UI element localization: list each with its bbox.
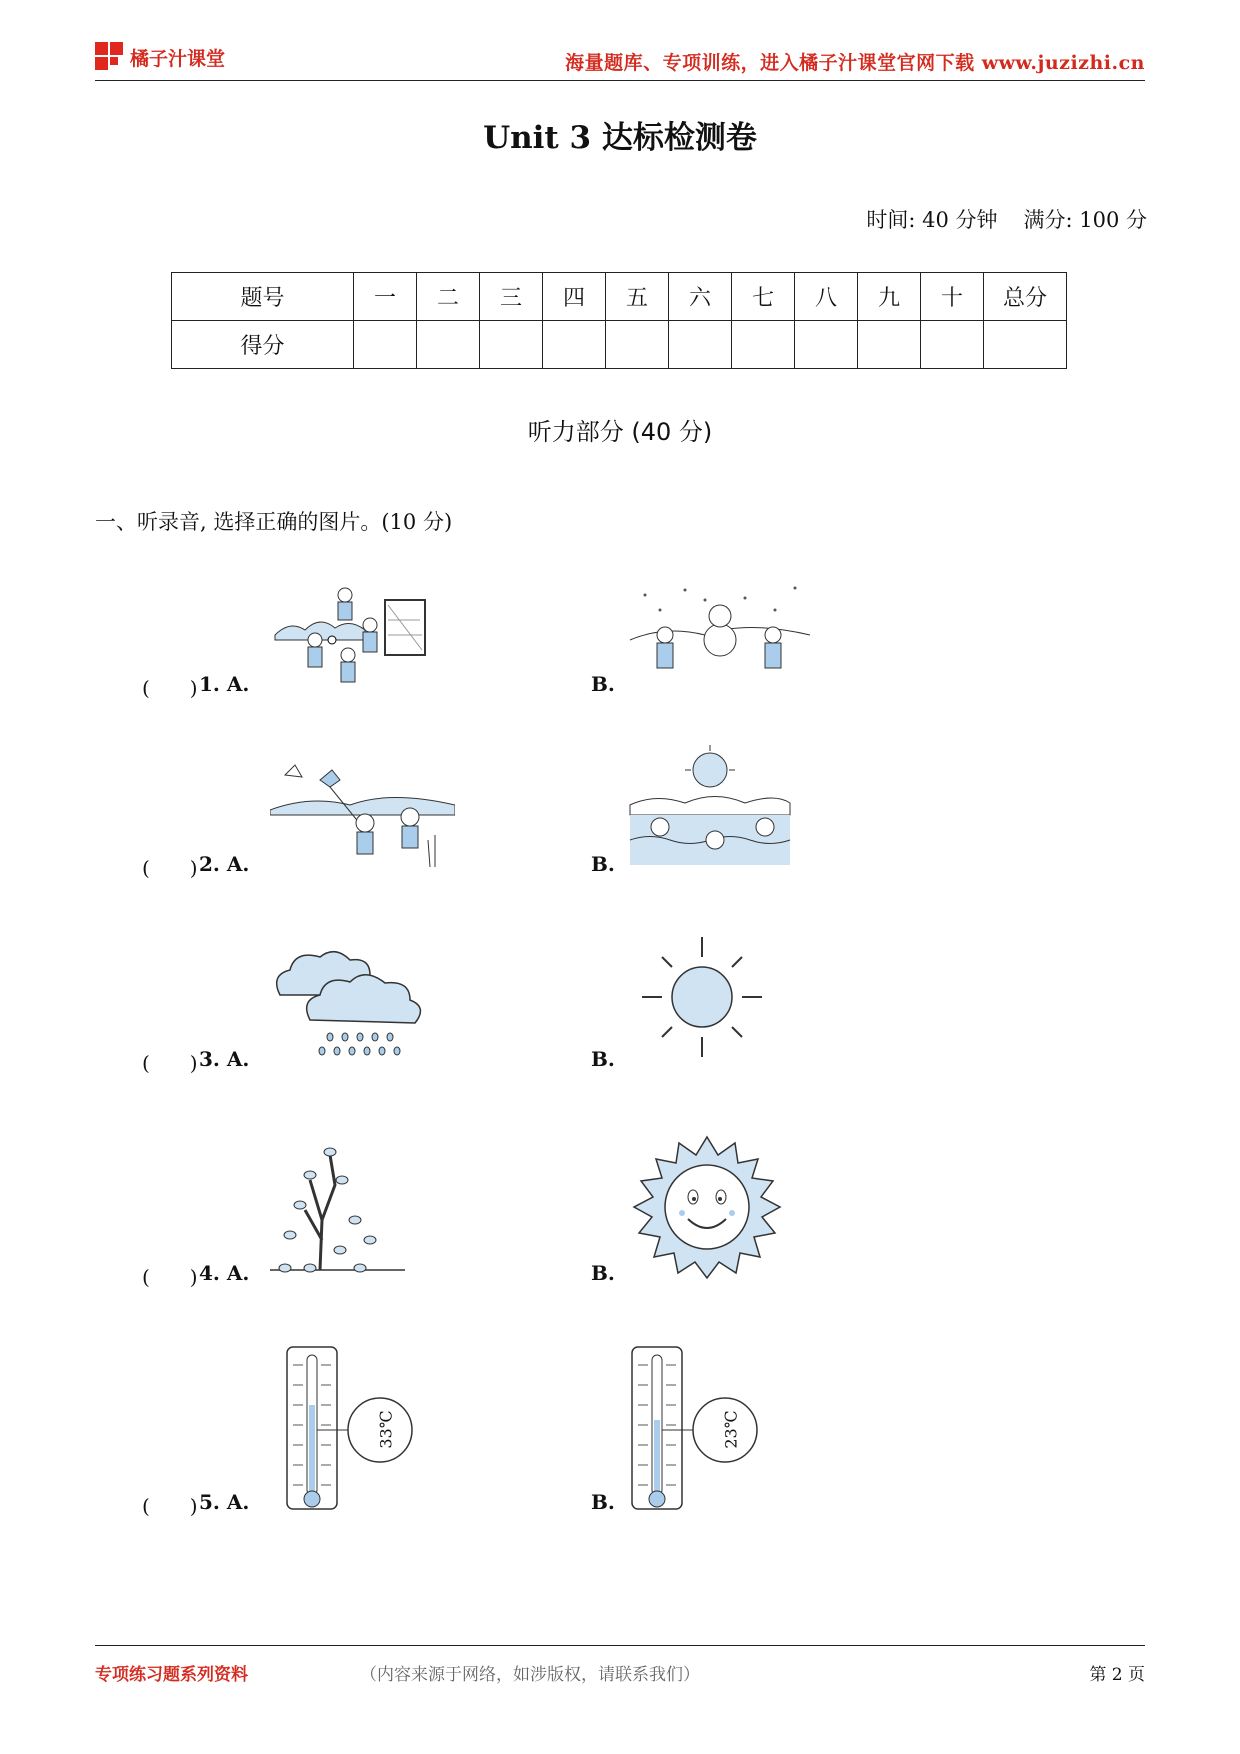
score-cell[interactable] bbox=[669, 321, 732, 369]
score-cell[interactable] bbox=[417, 321, 480, 369]
answer-blank[interactable]: ( ) bbox=[142, 856, 198, 880]
option-b-label: B. bbox=[591, 672, 615, 696]
item-number: 4. A. bbox=[199, 1261, 250, 1285]
page-footer bbox=[95, 1645, 1145, 1686]
item-number: 5. A. bbox=[199, 1490, 250, 1514]
table-cell: 七 bbox=[732, 273, 795, 321]
section-title: 听力部分 (40 分) bbox=[527, 418, 713, 446]
brand-name: 橘子汁课堂 bbox=[130, 48, 226, 70]
score-cell[interactable] bbox=[921, 321, 984, 369]
score-cell[interactable] bbox=[732, 321, 795, 369]
rain-cloud-icon[interactable] bbox=[270, 945, 435, 1060]
page-number: 第 2 页 bbox=[1089, 1665, 1145, 1685]
score-cell[interactable] bbox=[354, 321, 417, 369]
table-cell: 一 bbox=[354, 273, 417, 321]
answer-blank[interactable]: ( ) bbox=[142, 1494, 198, 1518]
question-heading: 一、听录音, 选择正确的图片。(10 分) bbox=[95, 510, 453, 534]
score-cell[interactable] bbox=[480, 321, 543, 369]
table-row bbox=[172, 273, 1067, 321]
exam-time: 时间: 40 分钟 bbox=[866, 208, 998, 232]
table-cell: 二 bbox=[417, 273, 480, 321]
footer-series: 专项练习题系列资料 bbox=[95, 1665, 248, 1685]
table-cell: 四 bbox=[543, 273, 606, 321]
table-cell: 题号 bbox=[172, 273, 354, 321]
item-number: 1. A. bbox=[199, 672, 250, 696]
thermometer-icon[interactable] bbox=[630, 1345, 765, 1515]
answer-blank[interactable]: ( ) bbox=[142, 1051, 198, 1075]
thermometer-icon[interactable] bbox=[285, 1345, 420, 1515]
table-cell: 得分 bbox=[172, 321, 354, 369]
score-cell[interactable] bbox=[543, 321, 606, 369]
page-title: Unit 3 达标检测卷 bbox=[483, 120, 757, 156]
page-header bbox=[95, 38, 1145, 81]
children-flying-kites-icon[interactable] bbox=[270, 755, 455, 870]
footer-copyright: （内容来源于网络，如涉版权，请联系我们） bbox=[360, 1665, 700, 1685]
temperature-label: 33℃ bbox=[376, 1410, 396, 1449]
answer-blank[interactable]: ( ) bbox=[142, 676, 198, 700]
autumn-tree-icon[interactable] bbox=[270, 1140, 405, 1275]
option-b-label: B. bbox=[591, 852, 615, 876]
item-number: 3. A. bbox=[199, 1047, 250, 1071]
table-cell: 六 bbox=[669, 273, 732, 321]
table-cell: 八 bbox=[795, 273, 858, 321]
option-b-label: B. bbox=[591, 1490, 615, 1514]
score-cell[interactable] bbox=[795, 321, 858, 369]
table-cell: 三 bbox=[480, 273, 543, 321]
table-cell: 总分 bbox=[984, 273, 1067, 321]
table-row bbox=[172, 321, 1067, 369]
logo-icon bbox=[95, 42, 125, 72]
score-table bbox=[171, 272, 1067, 369]
item-number: 2. A. bbox=[199, 852, 250, 876]
score-cell[interactable] bbox=[606, 321, 669, 369]
temperature-label: 23℃ bbox=[721, 1410, 741, 1449]
smiling-sun-icon[interactable] bbox=[630, 1135, 785, 1280]
children-swimming-icon[interactable] bbox=[625, 745, 795, 870]
sun-icon[interactable] bbox=[640, 935, 765, 1060]
table-cell: 十 bbox=[921, 273, 984, 321]
exam-meta bbox=[866, 204, 1147, 234]
children-making-snowman-icon[interactable] bbox=[625, 580, 815, 690]
score-cell[interactable] bbox=[858, 321, 921, 369]
children-playing-football-icon[interactable] bbox=[270, 580, 430, 690]
table-cell: 五 bbox=[606, 273, 669, 321]
exam-full-score: 满分: 100 分 bbox=[1023, 208, 1147, 232]
answer-blank[interactable]: ( ) bbox=[142, 1265, 198, 1289]
option-b-label: B. bbox=[591, 1047, 615, 1071]
header-slogan: 海量题库、专项训练，进入橘子汁课堂官网下载 www.juzizhi.cn bbox=[565, 52, 1145, 74]
score-cell[interactable] bbox=[984, 321, 1067, 369]
table-cell: 九 bbox=[858, 273, 921, 321]
option-b-label: B. bbox=[591, 1261, 615, 1285]
